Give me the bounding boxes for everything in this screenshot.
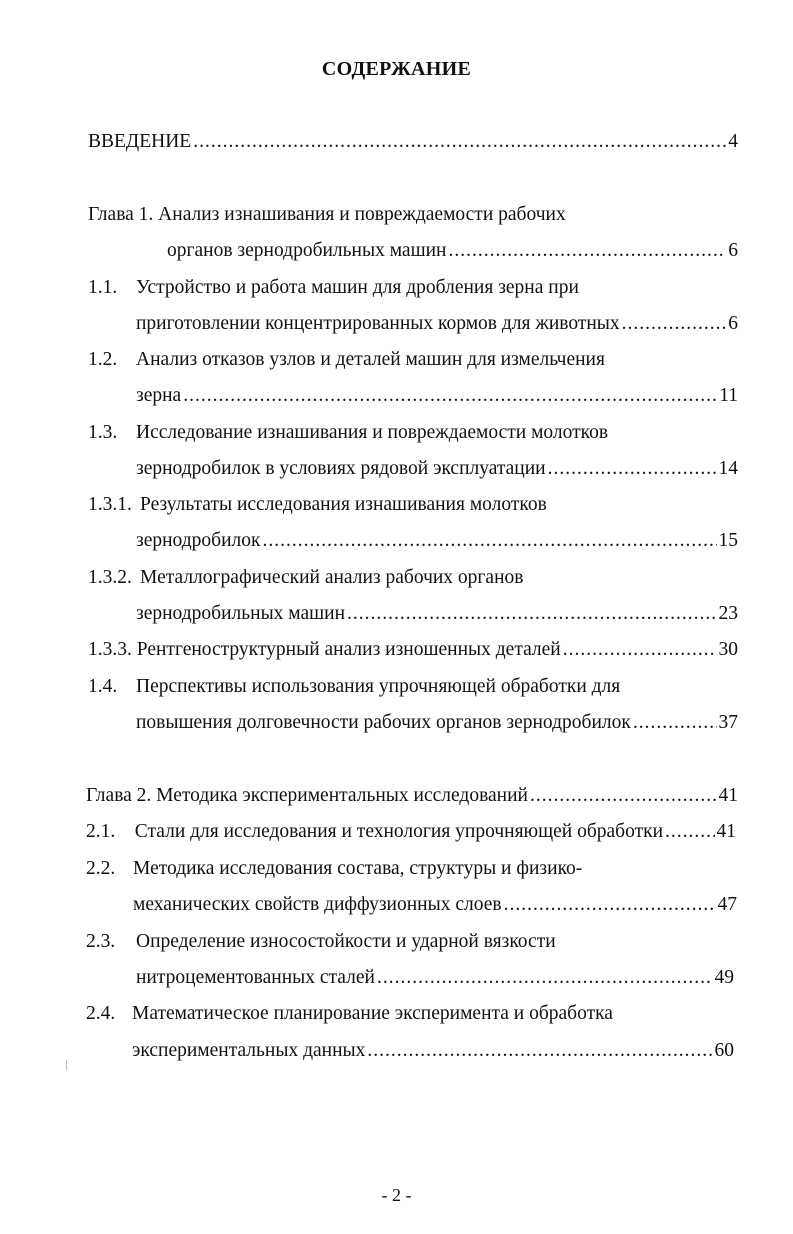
toc-entry-title: Исследование изнашивания и повреждаемости молотков [136,422,609,443]
toc-entry-1-3-3[interactable] [88,638,738,662]
toc-entry-2-4[interactable] [132,1039,734,1063]
toc-entry-chapter2[interactable] [86,784,738,808]
toc-entry-title: механических свойств диффузионных слоев [133,894,502,915]
toc-entry-title: Перспективы использования упрочняющей обработки для [136,676,621,697]
toc-entry-title: приготовлении концентрированных кормов для животных [136,313,620,334]
toc-page-number: 6 [728,313,738,334]
toc-entry-title: зернодробилок [136,530,261,551]
toc-entry-1-3-2[interactable] [136,602,738,626]
toc-entry-2-3-line1 [86,930,556,954]
toc-entry-1-2[interactable] [136,384,738,408]
toc-entry-title: 2.1. Стали для исследования и технология упрочняющей обработки [86,821,664,842]
leader-dots [530,784,717,808]
leader-dots [262,529,716,553]
toc-entry-title: Методика исследования состава, структуры и физико- [133,858,583,879]
toc-page-number: 41 [718,785,738,806]
section-number: 1.2. [88,349,118,370]
toc-entry-2-3[interactable] [136,966,734,990]
toc-entry-chapter1-line1: Глава 1. Анализ изнашивания и повреждаемости рабочих [88,204,566,225]
section-number: 2.3. [86,931,116,952]
toc-page-number: 11 [719,385,738,406]
toc-entry-1-4[interactable] [136,711,738,735]
page-number-footer: - 2 - [381,1185,412,1205]
toc-entry-title: Глава 2. Методика экспериментальных исследований [86,785,528,806]
section-number: 2.2. [86,858,116,879]
toc-entry-title: зерна [136,385,182,406]
leader-dots [548,457,717,481]
leader-dots [563,638,717,662]
toc-entry-title: органов зернодробильных машин [167,240,447,261]
toc-entry-title: нитроцементованных сталей [136,967,375,988]
section-number: 1.3.2. [88,567,132,588]
toc-entry-title: Металлографический анализ рабочих органов [140,567,524,588]
toc-entry-1-3[interactable] [136,457,738,481]
toc-page-number: 60 [714,1040,734,1061]
toc-entry-title: 1.3.3. Рентгеноструктурный анализ изношенных деталей [88,639,561,660]
section-number: 1.1. [88,277,118,298]
leader-dots [367,1039,712,1063]
toc-entry-2-4-line1 [86,1002,613,1026]
toc-entry-1-3-line1 [88,421,608,445]
toc-page-number: 30 [718,639,738,660]
toc-entry-1-3-2-line1 [88,566,523,590]
toc-entry-title: зернодробилок в условиях рядовой эксплуатации [136,458,546,479]
toc-entry-title: повышения долговечности рабочих органов зернодробилок [136,712,631,733]
toc-entry-1-3-1[interactable] [136,529,738,553]
toc-entry-title: Результаты исследования изнашивания молотков [140,494,547,515]
toc-page-number: 41 [716,821,736,842]
toc-page-number: 47 [717,894,737,915]
section-number: 2.4. [86,1003,116,1024]
toc-entry-2-1[interactable] [86,820,736,844]
toc-entry-2-2[interactable] [133,893,737,917]
section-number: 1.3. [88,422,118,443]
toc-entry-title: зернодробильных машин [136,603,346,624]
leader-dots [347,602,716,626]
scan-artifact [66,1060,67,1070]
toc-entry-title: Математическое планирование эксперимента и обработка [132,1003,613,1024]
page-title: СОДЕРЖАНИЕ [321,58,472,80]
toc-entry-1-2-line1 [88,348,605,372]
toc-entry-1-1[interactable] [136,312,738,336]
toc-entry-intro[interactable] [88,130,738,154]
leader-dots [193,130,726,154]
leader-dots [504,893,716,917]
toc-entry-title: Устройство и работа машин для дробления зерна при [136,277,579,298]
leader-dots [183,384,717,408]
section-number: 1.3.1. [88,494,132,515]
toc-entry-1-1-line1 [88,276,579,300]
toc-page-number: 14 [718,458,738,479]
toc-page-number: 23 [718,603,738,624]
leader-dots [622,312,727,336]
toc-page-number: 6 [728,240,738,261]
toc-page-number: 4 [728,131,738,152]
toc-entry-title: Определение износостойкости и ударной вязкости [136,931,556,952]
leader-dots [377,966,713,990]
toc-entry-title: экспериментальных данных [132,1040,366,1061]
toc-entry-title: ВВЕДЕНИЕ [88,131,192,152]
toc-page-number: 37 [718,712,738,733]
section-number: 1.4. [88,676,118,697]
toc-entry-chapter1[interactable] [167,239,738,263]
leader-dots [448,239,726,263]
toc-entry-title: Анализ отказов узлов и деталей машин для измельчения [136,349,605,370]
toc-entry-2-2-line1 [86,857,582,881]
toc-entry-1-4-line1 [88,675,620,699]
leader-dots [633,711,717,735]
leader-dots [665,820,714,844]
toc-entry-1-3-1-line1 [88,493,547,517]
toc-page-number: 49 [714,967,734,988]
toc-page-number: 15 [718,530,738,551]
